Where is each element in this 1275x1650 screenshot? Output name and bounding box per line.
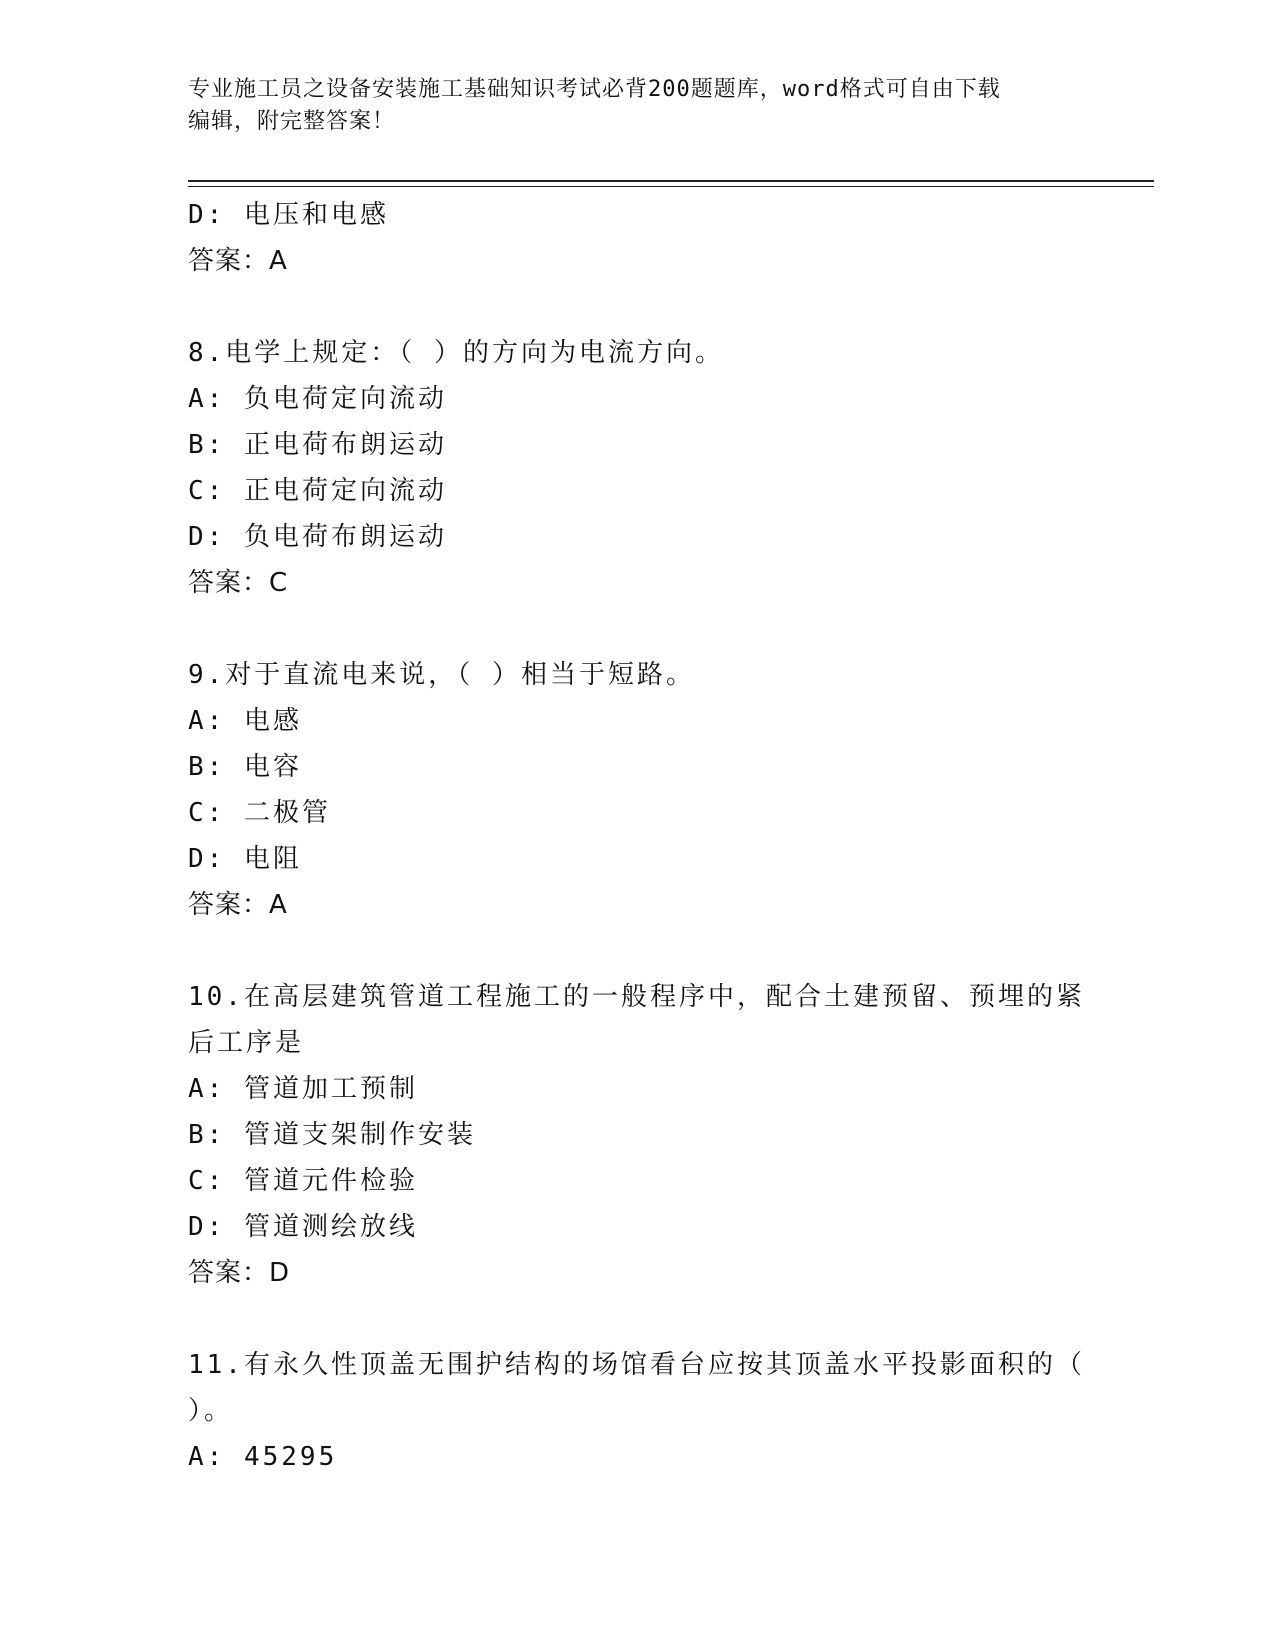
spacer bbox=[188, 606, 1088, 652]
question-8 bbox=[188, 330, 1088, 606]
question-stem-line-2: ）。 bbox=[188, 1396, 234, 1426]
option-b: B: 正电荷布朗运动 bbox=[188, 430, 447, 460]
answer: 答案：D bbox=[188, 1258, 291, 1288]
question-stem-line-1: 11.有永久性顶盖无围护结构的场馆看台应按其顶盖水平投影面积的（ bbox=[188, 1350, 1085, 1380]
question-stem: 9.对于直流电来说，（ ）相当于短路。 bbox=[188, 660, 695, 690]
option-c: C: 管道元件检验 bbox=[188, 1166, 418, 1196]
option-d: D: 电压和电感 bbox=[188, 200, 389, 230]
question-7-tail bbox=[188, 192, 1088, 284]
header-title-line-2: 编辑，附完整答案！ bbox=[188, 109, 396, 134]
spacer bbox=[188, 1296, 1088, 1342]
option-c: C: 二极管 bbox=[188, 798, 331, 828]
question-stem: 8.电学上规定：（ ）的方向为电流方向。 bbox=[188, 338, 724, 368]
header-divider-thick bbox=[188, 180, 1154, 182]
option-a: A: 电感 bbox=[188, 706, 302, 736]
option-d: D: 电阻 bbox=[188, 844, 302, 874]
answer: 答案：C bbox=[188, 568, 289, 598]
spacer bbox=[188, 928, 1088, 974]
option-b: B: 管道支架制作安装 bbox=[188, 1120, 476, 1150]
spacer bbox=[188, 284, 1088, 330]
answer: 答案：A bbox=[188, 890, 288, 920]
question-stem-line-1: 10.在高层建筑管道工程施工的一般程序中，配合土建预留、预埋的紧 bbox=[188, 982, 1085, 1012]
question-stem-line-2: 后工序是 bbox=[188, 1028, 305, 1058]
option-d: D: 负电荷布朗运动 bbox=[188, 522, 447, 552]
option-d: D: 管道测绘放线 bbox=[188, 1212, 418, 1242]
answer: 答案：A bbox=[188, 246, 288, 276]
question-11 bbox=[188, 1342, 1088, 1480]
document-body bbox=[188, 192, 1088, 1480]
option-b: B: 电容 bbox=[188, 752, 302, 782]
option-a: A: 管道加工预制 bbox=[188, 1074, 418, 1104]
option-a: A: 45295 bbox=[188, 1442, 338, 1472]
question-9 bbox=[188, 652, 1088, 928]
header-divider-thin bbox=[188, 186, 1154, 187]
document-header bbox=[188, 74, 1078, 138]
header-title-line-1: 专业施工员之设备安装施工基础知识考试必背200题题库，word格式可自由下载 bbox=[188, 77, 1001, 102]
question-10 bbox=[188, 974, 1088, 1296]
option-a: A: 负电荷定向流动 bbox=[188, 384, 447, 414]
option-c: C: 正电荷定向流动 bbox=[188, 476, 447, 506]
